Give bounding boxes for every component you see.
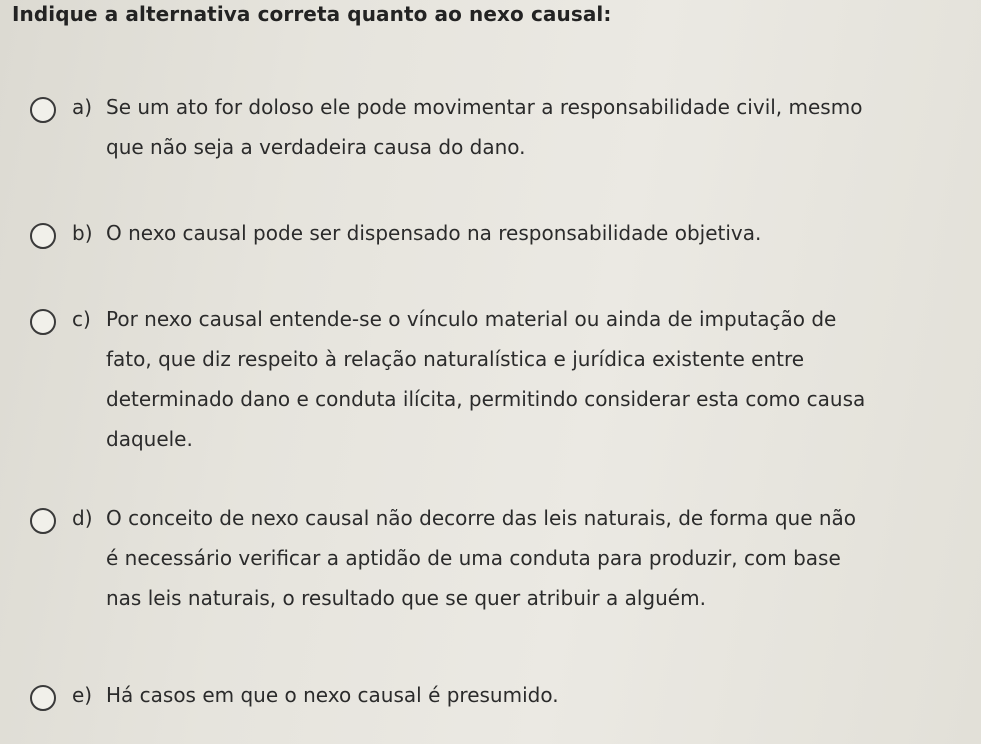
radio-d[interactable] (30, 508, 56, 534)
option-c-letter: c) (72, 307, 91, 331)
option-d-line-3: nas leis naturais, o resultado que se quer atribuir a alguém. (106, 586, 706, 610)
option-c-line-3: determinado dano e conduta ilícita, permitindo considerar esta como causa (106, 387, 866, 411)
option-d-text (106, 498, 856, 618)
option-a-line-2: que não seja a verdadeira causa do dano. (106, 135, 526, 159)
option-c-line-2: fato, que diz respeito à relação naturalística e jurídica existente entre (106, 347, 805, 371)
option-a[interactable] (30, 92, 862, 167)
option-d-line-1: O conceito de nexo causal não decorre das leis naturais, de forma que não (106, 506, 857, 530)
option-c[interactable] (30, 304, 865, 459)
radio-e[interactable] (30, 685, 56, 711)
radio-a[interactable] (30, 97, 56, 123)
option-d[interactable] (30, 503, 856, 618)
option-b-letter: b) (72, 221, 93, 245)
radio-b[interactable] (30, 223, 56, 249)
option-a-line-1: Se um ato for doloso ele pode movimentar a responsabilidade civil, mesmo (106, 95, 863, 119)
option-a-letter: a) (72, 95, 93, 119)
option-a-text (106, 87, 862, 167)
option-b-text (106, 213, 761, 253)
option-e-text (106, 675, 559, 715)
option-d-line-2: é necessário verificar a aptidão de uma conduta para produzir, com base (106, 546, 841, 570)
option-e-line-1: Há casos em que o nexo causal é presumido. (106, 683, 559, 707)
radio-c[interactable] (30, 309, 56, 335)
option-c-text (106, 299, 865, 459)
option-c-line-4: daquele. (106, 427, 193, 451)
option-c-line-1: Por nexo causal entende-se o vínculo material ou ainda de imputação de (106, 307, 837, 331)
option-b[interactable] (30, 218, 761, 253)
option-e-letter: e) (72, 683, 93, 707)
option-e[interactable] (30, 680, 559, 715)
option-b-line-1: O nexo causal pode ser dispensado na responsabilidade objetiva. (106, 221, 762, 245)
option-d-letter: d) (72, 506, 93, 530)
question-title: Indique a alternativa correta quanto ao nexo causal: (12, 2, 612, 26)
